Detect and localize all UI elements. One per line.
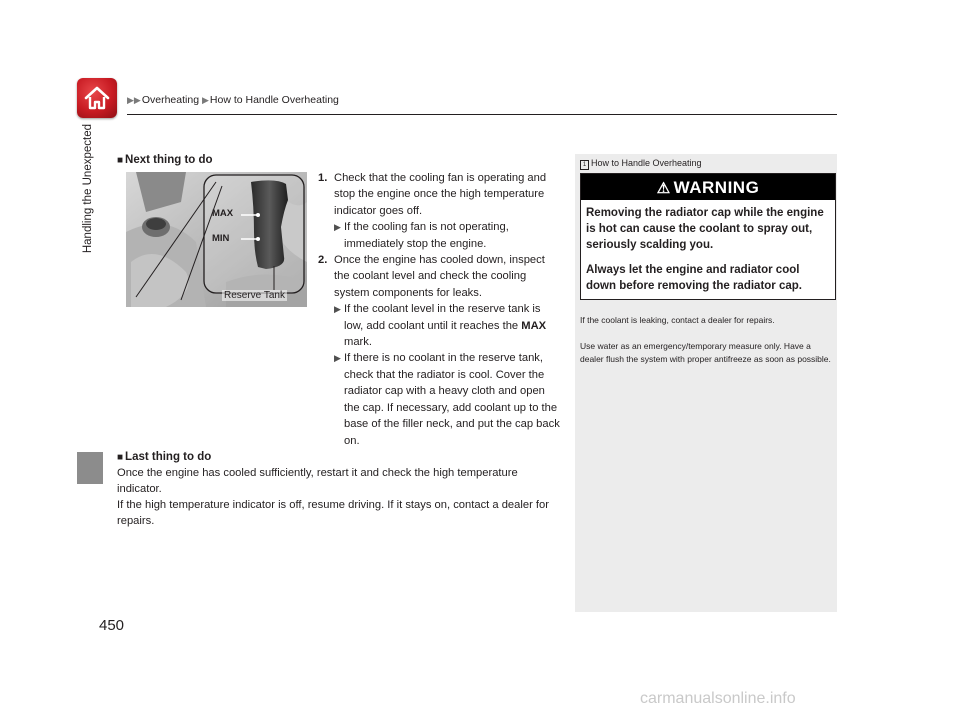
step-text: Check that the cooling fan is operating and stop the engine once the high temperature indicator goes off. xyxy=(334,172,547,217)
arrow-right-icon: ▶ xyxy=(334,304,341,315)
note-2: Use water as an emergency/temporary measure only. Have a dealer flush the system with proper antifreeze as soon as possible. xyxy=(580,341,831,364)
page-number: 450 xyxy=(99,617,125,634)
substep-text: If the coolant level in the reserve tank is low, add coolant until it reaches the xyxy=(344,303,541,332)
warning-text-1: Removing the radiator cap while the engine is hot can cause the coolant to spray out, seriously scalding you. xyxy=(586,207,824,251)
last-paragraph-1: Once the engine has cooled sufficiently, restart it and check the high temperature indicator. xyxy=(117,467,518,496)
step-2-sub-2 xyxy=(318,350,560,448)
section-label-text: Handling the Unexpected xyxy=(82,124,94,254)
reference-icon: 1 xyxy=(580,160,589,170)
warning-header xyxy=(581,174,835,200)
warning-text-2: Always let the engine and radiator cool down before removing the radiator cap. xyxy=(586,264,802,292)
last-paragraph-2: If the high temperature indicator is off, resume driving. If it stays on, contact a dealer for repairs. xyxy=(117,499,549,528)
min-callout: MIN xyxy=(212,233,230,244)
steps-list xyxy=(318,170,560,449)
warning-box xyxy=(580,173,836,300)
reserve-tank-callout: Reserve Tank xyxy=(224,290,285,301)
last-thing-heading xyxy=(117,451,211,463)
arrow-right-icon: ▶ xyxy=(334,222,341,233)
max-callout: MAX xyxy=(212,208,234,219)
next-thing-heading xyxy=(117,154,213,166)
square-bullet-icon: ■ xyxy=(117,155,124,166)
section-tab[interactable] xyxy=(77,452,103,484)
warning-triangle-icon: ⚠ xyxy=(656,180,671,197)
breadcrumb-item-how-to-handle[interactable]: How to Handle Overheating xyxy=(209,94,339,106)
home-icon xyxy=(83,84,111,112)
arrow-right-icon: ▶ xyxy=(334,353,341,364)
notes-title-text: How to Handle Overheating xyxy=(591,158,702,168)
step-number: 1. xyxy=(318,172,328,184)
max-mark-label: MAX xyxy=(521,319,547,332)
watermark: carmanualsonline.info xyxy=(640,690,796,707)
warning-heading-text: WARNING xyxy=(673,178,760,197)
step-text: Once the engine has cooled down, inspect the coolant level and check the cooling system components for leaks. xyxy=(334,254,545,299)
breadcrumb-arrow-icon: ▶▶ xyxy=(127,95,141,105)
step-1 xyxy=(318,170,560,219)
breadcrumb xyxy=(127,94,339,106)
next-thing-heading-text: Next thing to do xyxy=(125,154,213,166)
substep-text: If there is no coolant in the reserve tank, check that the radiator is cool. Cover the radiator cap with a heavy cloth and open the cap. If necessary, add coolant up to the base of the filler neck, and put the cap back on. xyxy=(344,352,560,447)
breadcrumb-arrow-icon: ▶ xyxy=(201,95,209,105)
step-1-sub xyxy=(318,219,560,252)
home-button[interactable] xyxy=(77,78,117,118)
breadcrumb-item-overheating[interactable]: Overheating xyxy=(141,94,200,106)
substep-text-end: mark. xyxy=(344,336,372,349)
section-label xyxy=(82,124,102,424)
step-number: 2. xyxy=(318,254,328,267)
reserve-tank-figure xyxy=(126,172,307,307)
last-thing-heading-text: Last thing to do xyxy=(125,451,212,463)
square-bullet-icon: ■ xyxy=(117,452,124,463)
step-2-sub-1 xyxy=(318,301,560,350)
note-1: If the coolant is leaking, contact a dealer for repairs. xyxy=(580,315,775,325)
header-divider xyxy=(127,114,837,115)
step-2 xyxy=(318,252,560,301)
notes-title xyxy=(580,158,702,170)
substep-text: If the cooling fan is not operating, immediately stop the engine. xyxy=(344,221,509,250)
